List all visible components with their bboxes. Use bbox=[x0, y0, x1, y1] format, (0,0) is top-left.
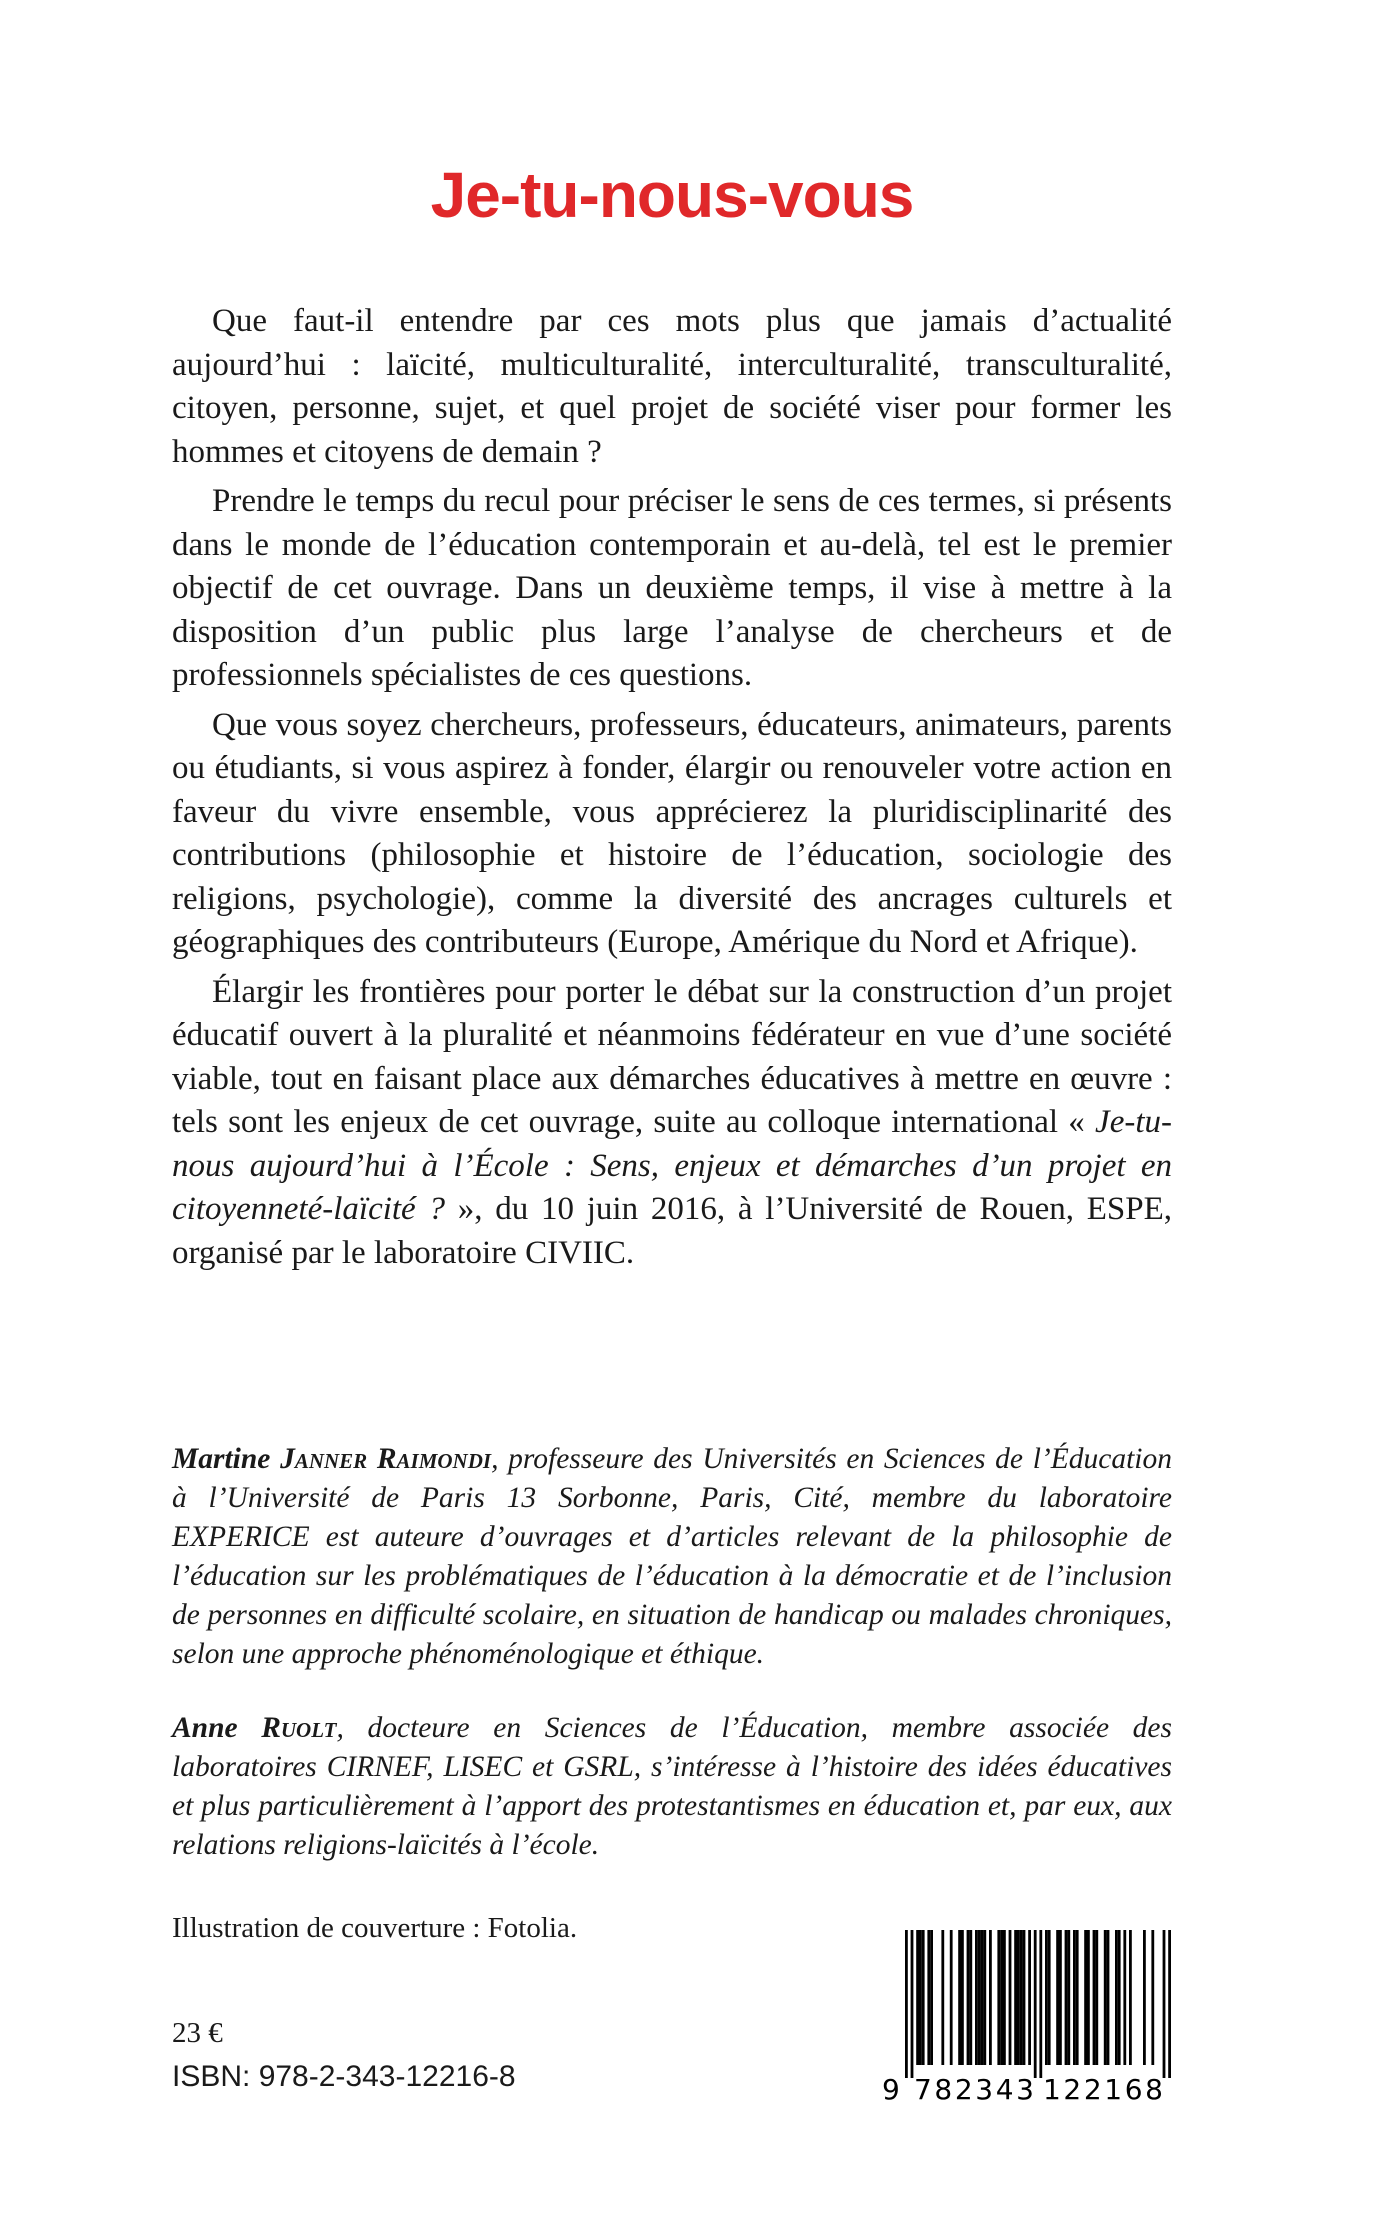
barcode-bar bbox=[1059, 1930, 1062, 2065]
barcode-bar bbox=[1104, 1930, 1107, 2065]
barcode-bar bbox=[1151, 1930, 1154, 2065]
blurb-text: Élargir les frontières pour porter le débat sur la construction d’un projet éducatif ouvert à la pluralité et néanmoins fédérateur en vue d’une société viable, tout en faisant place aux démarches éducatives à mettre en œuvre : tels sont les enjeux de cet ouvrage, suite au colloque international « bbox=[172, 973, 1172, 1140]
barcode bbox=[880, 1925, 1180, 2105]
blurb-text: », du 10 juin 2016, à l’Université de Rouen, ESPE, organisé par le laboratoire CIVIIC. bbox=[172, 1191, 1172, 1271]
illustration-credit: Illustration de couverture : Fotolia. bbox=[172, 1912, 578, 1944]
barcode-bar bbox=[1045, 1930, 1048, 2065]
isbn: ISBN: 978-2-343-12216-8 bbox=[172, 2060, 516, 2093]
barcode-bar bbox=[1163, 1930, 1166, 2078]
barcode-bar bbox=[950, 1930, 953, 2065]
barcode-bar bbox=[961, 1930, 964, 2065]
barcode-bar bbox=[930, 1930, 933, 2065]
author-bio bbox=[172, 1709, 1172, 1865]
barcode-bar bbox=[1009, 1930, 1012, 2065]
book-title: Je-tu-nous-vous bbox=[430, 159, 914, 231]
colloquium-title: Je-tu-nous aujourd’hui à l’École : Sens, enjeux et démarches d’un projet en citoyenneté-laïcité ? bbox=[172, 1104, 1172, 1227]
barcode-bar bbox=[1017, 1930, 1020, 2065]
barcode-bar bbox=[1020, 1930, 1023, 2065]
author-last-name: Ruolt bbox=[261, 1712, 337, 1744]
barcode-digits-left: 782343 bbox=[914, 2073, 1034, 2105]
blurb-paragraph bbox=[172, 971, 1172, 1276]
blurb-paragraph: Que faut-il entendre par ces mots plus que jamais d’actualité aujourd’hui : laïcité, multiculturalité, interculturalité, transculturalité, citoyen, personne, sujet, et quel projet de société viser pour former les hommes et citoyens de demain ? bbox=[172, 303, 1172, 470]
barcode-bar bbox=[1039, 1930, 1042, 2078]
barcode-digits-right: 122168 bbox=[1043, 2073, 1163, 2105]
barcode-bar bbox=[1048, 1930, 1051, 2065]
barcode-bar bbox=[1014, 1930, 1017, 2065]
blurb bbox=[172, 300, 1172, 1275]
barcode-bar bbox=[975, 1930, 978, 2065]
author-bios bbox=[172, 1440, 1172, 1900]
author-last-name: Janner Raimondi bbox=[280, 1443, 492, 1475]
price: 23 € bbox=[172, 2017, 223, 2049]
barcode-bar bbox=[919, 1930, 922, 2065]
barcode-bar bbox=[1000, 1930, 1003, 2065]
barcode-bar bbox=[941, 1930, 944, 2065]
author-bio-text: , docteure en Sciences de l’Éducation, membre associée des laboratoires CIRNEF, LISEC et GSRL, s’intéresse à l’histoire des idées éducatives et plus particulièrement à l’apport des protestantismes en éducation et, par eux, aux relations religions-laïcités à l’école. bbox=[172, 1712, 1172, 1861]
barcode-bar bbox=[1095, 1930, 1098, 2065]
author-bio bbox=[172, 1440, 1172, 1674]
barcode-bar bbox=[927, 1930, 930, 2065]
barcode-bar bbox=[967, 1930, 970, 2065]
author-first-name: Anne bbox=[172, 1712, 238, 1744]
barcode-bar bbox=[1065, 1930, 1068, 2065]
barcode-bar bbox=[1118, 1930, 1121, 2065]
barcode-bar bbox=[1076, 1930, 1079, 2065]
barcode-bar bbox=[1084, 1930, 1087, 2065]
barcode-bar bbox=[911, 1930, 914, 2078]
barcode-bar bbox=[922, 1930, 925, 2065]
barcode-bar bbox=[997, 1930, 1000, 2065]
barcode-bar bbox=[1129, 1930, 1132, 2065]
barcode-bar bbox=[958, 1930, 961, 2065]
barcode-bar bbox=[916, 1930, 919, 2065]
barcode-bar bbox=[905, 1930, 908, 2078]
barcode-bar bbox=[1067, 1930, 1070, 2065]
barcode-bar bbox=[1107, 1930, 1110, 2065]
barcode-bar bbox=[1115, 1930, 1118, 2065]
barcode-bar bbox=[989, 1930, 992, 2065]
author-first-name: Martine bbox=[172, 1443, 271, 1475]
barcode-bar bbox=[983, 1930, 986, 2065]
blurb-paragraph: Que vous soyez chercheurs, professeurs, éducateurs, animateurs, parents ou étudiants, si vous aspirez à fonder, élargir ou renouveler votre action en faveur du vivre ensemble, vous apprécierez la pluridisciplinarité des contributions (philosophie et histoire de l’éducation, sociologie des religions, psychologie), comme la diversité des ancrages culturels et géographiques des contributeurs (Europe, Amérique du Nord et Afrique). bbox=[172, 706, 1172, 960]
barcode-bar bbox=[1073, 1930, 1076, 2065]
author-bio-text: , professeure des Universités en Sciences de l’Éducation à l’Université de Paris 13 Sorbonne, Paris, Cité, membre du laboratoire EXPERICE est auteure d’ouvrages et d’articles relevant de la philosophie de l’éducation sur les problématiques de l’éducation à la démocratie et de l’inclusion de personnes en difficulté scolaire, en situation de handicap ou malades chroniques, selon une approche phénoménologique et éthique. bbox=[172, 1443, 1172, 1670]
barcode-bar bbox=[1123, 1930, 1126, 2065]
blurb-paragraph: Prendre le temps du recul pour préciser le sens de ces termes, si présents dans le monde de l’éducation contemporain et au-delà, tel est le premier objectif de cet ouvrage. Dans un deuxième temps, il vise à mettre à la disposition d’un public plus large l’analyse de chercheurs et de professionnels spécialistes de ces questions. bbox=[172, 483, 1172, 693]
barcode-bar bbox=[981, 1930, 984, 2065]
barcode-bar bbox=[1093, 1930, 1096, 2065]
barcode-digit-first: 9 bbox=[882, 2073, 900, 2105]
barcode-bar bbox=[1003, 1930, 1006, 2065]
barcode-bar bbox=[978, 1930, 981, 2065]
barcode-bar bbox=[1034, 1930, 1037, 2078]
barcode-bar bbox=[1056, 1930, 1059, 2065]
barcode-bar bbox=[969, 1930, 972, 2065]
barcode-bar bbox=[1168, 1930, 1171, 2078]
barcode-bar bbox=[1028, 1930, 1031, 2065]
barcode-bar bbox=[1087, 1930, 1090, 2065]
barcode-bar bbox=[1023, 1930, 1026, 2065]
barcode-bar bbox=[1143, 1930, 1146, 2065]
